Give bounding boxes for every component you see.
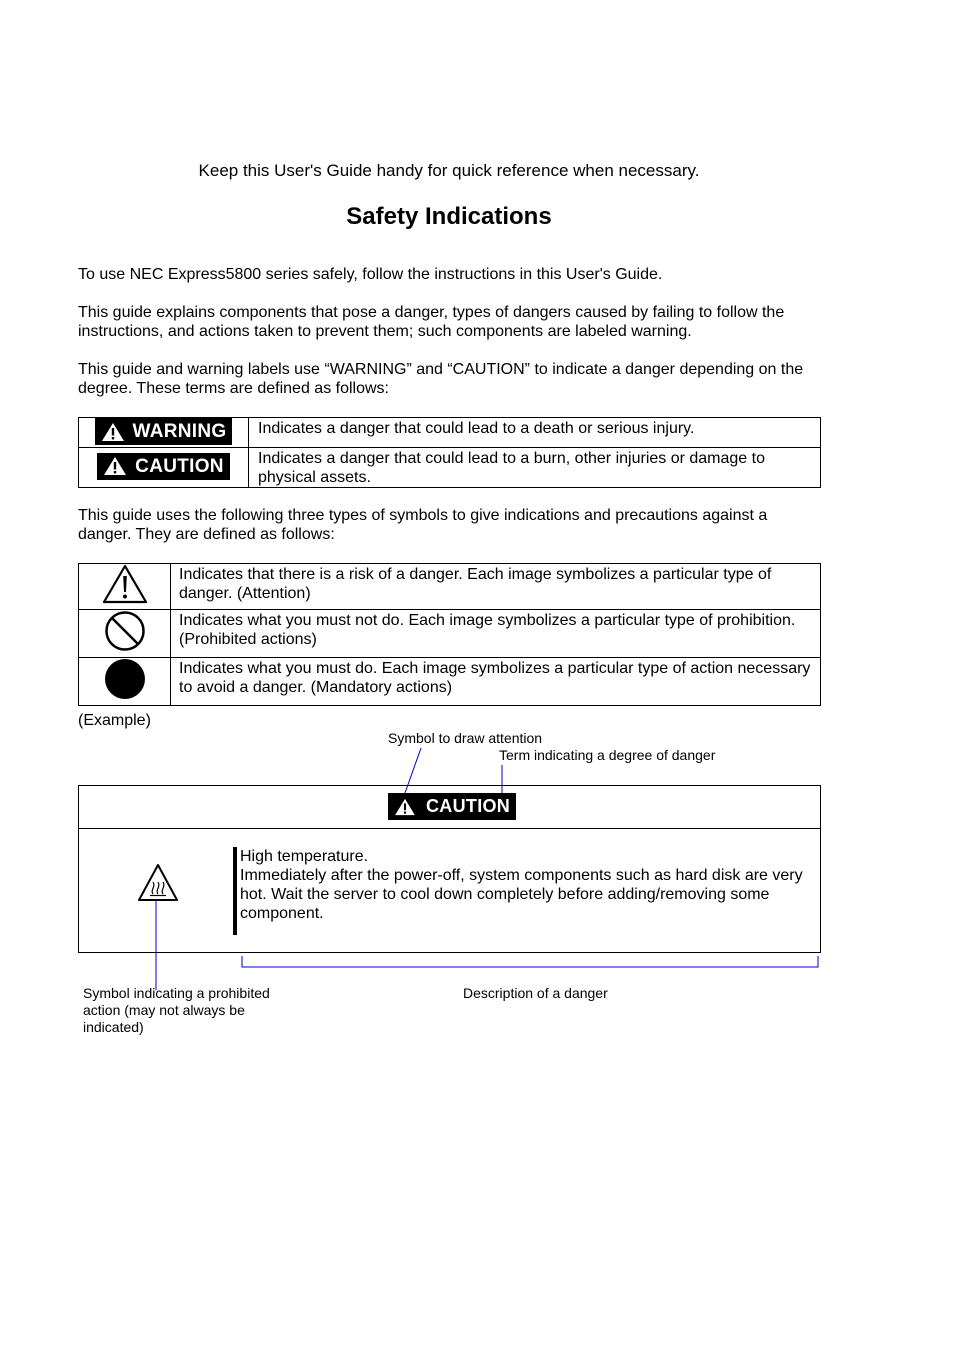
- table-row: [79, 564, 821, 610]
- danger-description-line-2: Immediately after the power-off, system components such as hard disk are very hot. Wait the server to cool down completely before adding/removing some component.: [240, 867, 803, 922]
- caution-definition: Indicates a danger that could lead to a burn, other injuries or damage to physical assets.: [249, 447, 821, 487]
- intro-paragraph-4: This guide uses the following three types of symbols to give indications and precautions against a danger. They are defined as follows:: [78, 507, 768, 543]
- mandatory-icon: [103, 658, 147, 700]
- attention-symbol-cell: [79, 564, 171, 610]
- warning-label-cell: [79, 418, 249, 448]
- danger-terms-table: [78, 417, 821, 488]
- mandatory-description: Indicates what you must do. Each image symbolizes a particular type of action necessary to avoid a danger. (Mandatory actions): [171, 658, 821, 706]
- example-caution-box: [78, 785, 821, 953]
- prohibited-symbol-cell: [79, 610, 171, 658]
- danger-description-line-1: High temperature.: [240, 848, 369, 865]
- attention-icon: [102, 564, 148, 604]
- caution-label-cell: [79, 447, 249, 487]
- attention-description: Indicates that there is a risk of a danger. Each image symbolizes a particular type of danger. (Attention): [171, 564, 821, 610]
- intro-paragraph-3: This guide and warning labels use “WARNING” and “CAUTION” to indicate a danger depending on the degree. These terms are defined as follows:: [78, 361, 804, 397]
- example-label: (Example): [78, 712, 151, 729]
- table-row: [79, 447, 821, 487]
- table-row: [79, 418, 821, 448]
- description-bar: [233, 847, 237, 935]
- caution-triangle-icon: [103, 456, 127, 476]
- caution-badge-label: CAUTION: [135, 455, 224, 477]
- intro-paragraph-2: This guide explains components that pose a danger, types of dangers caused by failing to follow the instructions, and actions taken to prevent them; such components are labeled warning.: [78, 304, 785, 340]
- table-row: [79, 610, 821, 658]
- high-temperature-icon: [137, 863, 179, 903]
- callout-description-note: Description of a danger: [463, 985, 608, 1001]
- intro-paragraph-1: To use NEC Express5800 series safely, follow the instructions in this User's Guide.: [78, 266, 663, 283]
- caution-badge: [97, 453, 230, 480]
- example-box-header: [79, 786, 820, 829]
- prohibited-icon: [104, 610, 146, 652]
- table-row: [79, 658, 821, 706]
- mandatory-symbol-cell: [79, 658, 171, 706]
- symbols-table: [78, 563, 821, 706]
- example-badge-label: CAUTION: [426, 796, 511, 816]
- example-caution-badge: [388, 793, 516, 820]
- warning-badge: [95, 418, 233, 445]
- callout-term-note: Term indicating a degree of danger: [499, 747, 716, 763]
- handy-note: Keep this User's Guide handy for quick reference when necessary.: [198, 161, 700, 180]
- warning-badge-label: WARNING: [132, 421, 227, 442]
- page-title: Safety Indications: [346, 203, 552, 230]
- callout-bracket-description: [242, 956, 818, 967]
- warning-definition: Indicates a danger that could lead to a death or serious injury.: [249, 418, 821, 448]
- warning-triangle-icon: [101, 422, 125, 442]
- callout-attention-note: Symbol to draw attention: [388, 730, 543, 746]
- caution-triangle-icon: [394, 798, 416, 816]
- callout-prohibited-note: Symbol indicating a prohibited action (may not always be indicated): [83, 985, 270, 1035]
- prohibited-description: Indicates what you must not do. Each image symbolizes a particular type of prohibition. (Prohibited actions): [171, 610, 821, 658]
- danger-description: [240, 847, 810, 923]
